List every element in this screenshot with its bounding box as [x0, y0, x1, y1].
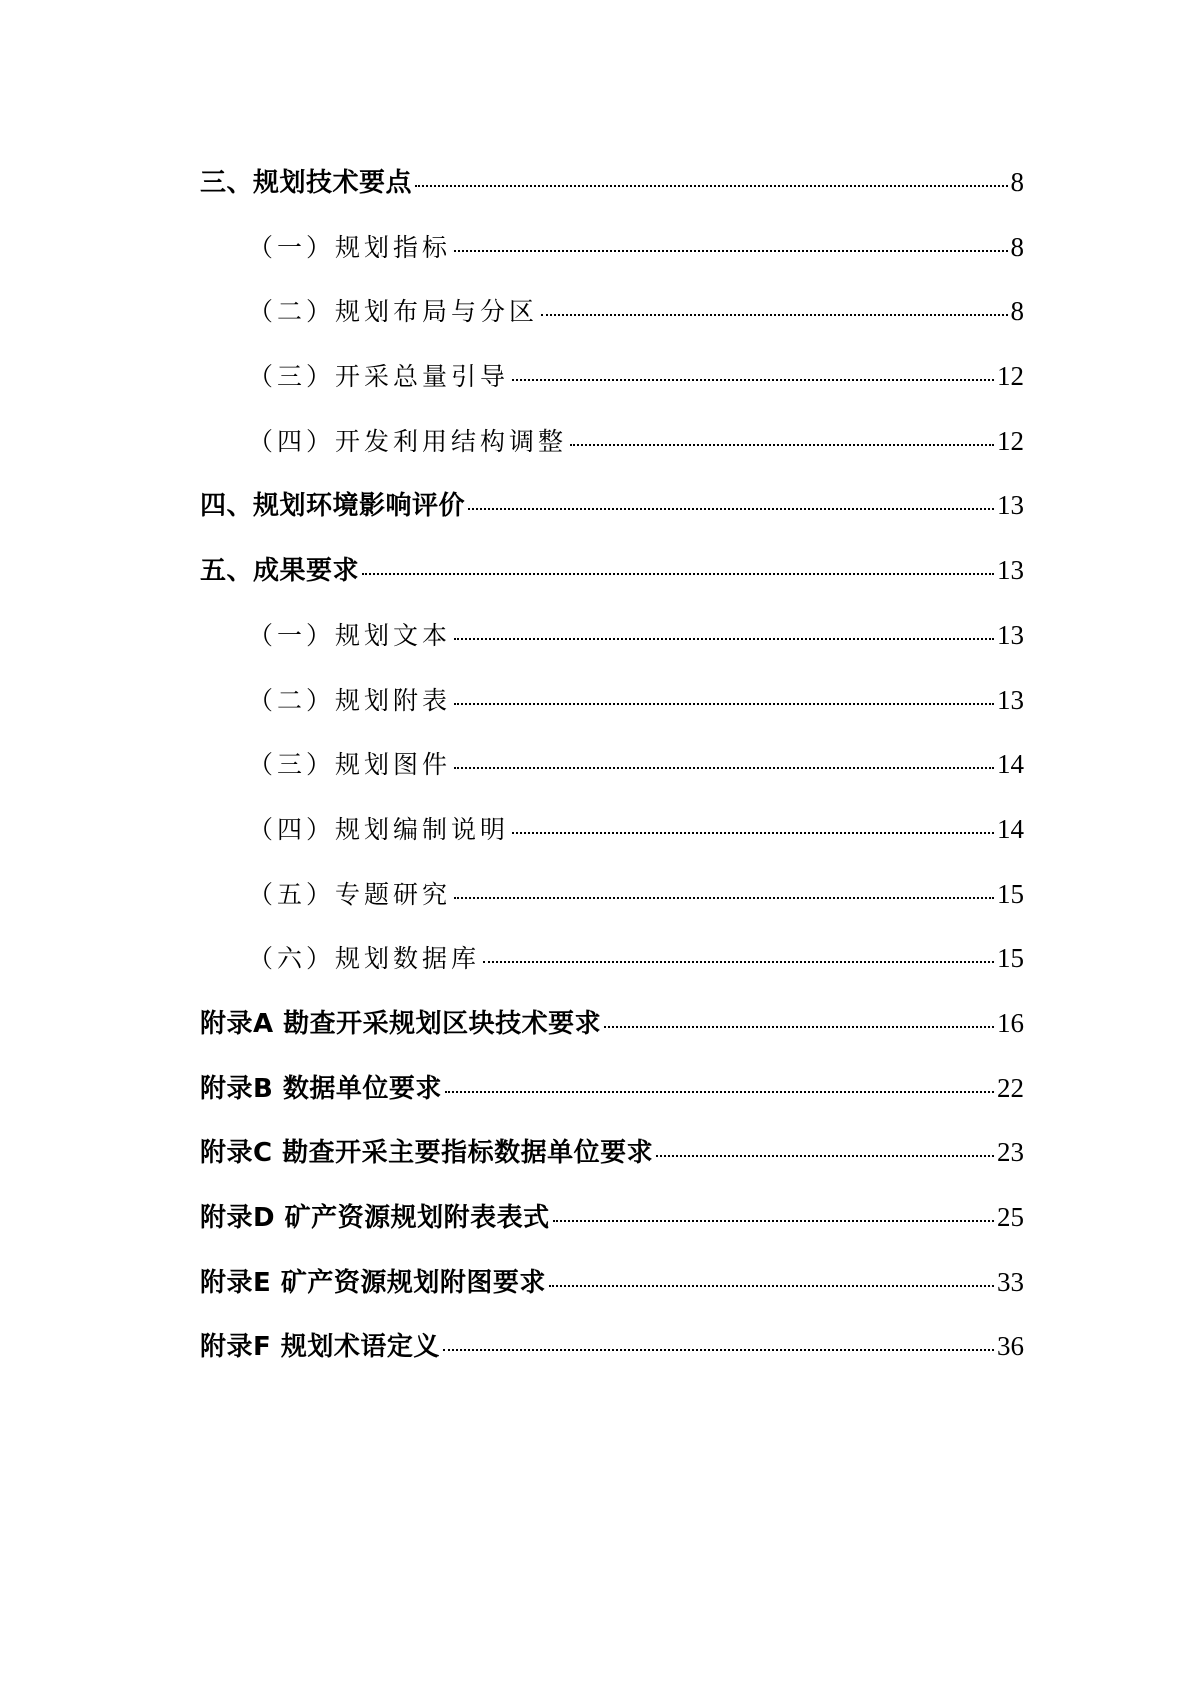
- toc-entry-page-number: 15: [997, 878, 1024, 909]
- toc-entry-label: 附录F 规划术语定义: [200, 1332, 440, 1363]
- dot-leader: [549, 1285, 994, 1287]
- toc-entry[interactable]: [200, 227, 1024, 292]
- toc-entry-label: （三）规划图件: [248, 750, 452, 780]
- toc-entry-label: （四）规划编制说明: [248, 814, 510, 844]
- toc-entry[interactable]: [200, 874, 1024, 939]
- toc-entry-label: （三）开采总量引导: [248, 362, 510, 392]
- toc-entry-label: 附录B 数据单位要求: [200, 1073, 442, 1104]
- toc-entry-label: （二）规划布局与分区: [248, 297, 539, 327]
- dot-leader: [454, 250, 1007, 252]
- toc-entry-page-number: 13: [997, 490, 1024, 521]
- toc-entry-page-number: 15: [997, 943, 1024, 974]
- toc-entry-label: （六）规划数据库: [248, 944, 481, 974]
- dot-leader: [512, 379, 994, 381]
- dot-leader: [541, 314, 1007, 316]
- toc-entry-label: （五）专题研究: [248, 879, 452, 909]
- toc-entry-page-number: 33: [997, 1266, 1024, 1297]
- toc-entry[interactable]: [200, 1197, 1024, 1262]
- toc-entry[interactable]: [200, 1003, 1024, 1068]
- toc-entry-label: （二）规划附表: [248, 685, 452, 715]
- toc-entry[interactable]: [200, 550, 1024, 615]
- toc-entry-page-number: 22: [997, 1072, 1024, 1103]
- dot-leader: [512, 832, 994, 834]
- toc-entry[interactable]: [200, 356, 1024, 421]
- toc-entry-page-number: 13: [997, 684, 1024, 715]
- toc-entry[interactable]: [200, 1326, 1024, 1391]
- toc-entry-label: （四）开发利用结构调整: [248, 426, 568, 456]
- toc-entry[interactable]: [200, 1068, 1024, 1133]
- toc-entry[interactable]: [200, 680, 1024, 745]
- toc-entry-label: 五、成果要求: [200, 556, 360, 587]
- dot-leader: [468, 508, 994, 510]
- toc-entry-page-number: 12: [997, 361, 1024, 392]
- toc-entry[interactable]: [200, 421, 1024, 486]
- dot-leader: [454, 703, 994, 705]
- dot-leader: [362, 573, 994, 575]
- dot-leader: [445, 1091, 994, 1093]
- toc-entry-label: 附录E 矿产资源规划附图要求: [200, 1267, 546, 1298]
- dot-leader: [656, 1155, 994, 1157]
- dot-leader: [415, 185, 1007, 187]
- toc-entry-page-number: 8: [1010, 296, 1024, 327]
- toc-entry-label: 附录C 勘查开采主要指标数据单位要求: [200, 1138, 654, 1169]
- table-of-contents: [200, 162, 1024, 1391]
- toc-entry-label: （一）规划指标: [248, 232, 452, 262]
- toc-entry-page-number: 23: [997, 1137, 1024, 1168]
- toc-entry-label: 四、规划环境影响评价: [200, 491, 466, 522]
- dot-leader: [454, 897, 994, 899]
- toc-entry-label: 附录A 勘查开采规划区块技术要求: [200, 1008, 602, 1039]
- toc-entry[interactable]: [200, 291, 1024, 356]
- toc-entry[interactable]: [200, 809, 1024, 874]
- dot-leader: [604, 1026, 994, 1028]
- toc-entry-page-number: 25: [997, 1202, 1024, 1232]
- toc-entry-page-number: 36: [997, 1331, 1024, 1362]
- toc-entry-page-number: 8: [1010, 167, 1024, 197]
- dot-leader: [570, 444, 994, 446]
- toc-entry[interactable]: [200, 1262, 1024, 1327]
- dot-leader: [454, 638, 994, 640]
- toc-entry[interactable]: [200, 744, 1024, 809]
- toc-entry-page-number: 12: [997, 425, 1024, 456]
- dot-leader: [483, 961, 994, 963]
- toc-entry-page-number: 13: [997, 619, 1024, 650]
- toc-entry-page-number: 13: [997, 555, 1024, 586]
- dot-leader: [454, 767, 994, 769]
- toc-entry[interactable]: [200, 615, 1024, 680]
- toc-entry-label: 附录D 矿产资源规划附表表式: [200, 1203, 550, 1233]
- toc-entry-page-number: 16: [997, 1007, 1024, 1038]
- toc-entry[interactable]: [200, 938, 1024, 1003]
- toc-entry-page-number: 14: [997, 813, 1024, 844]
- toc-entry[interactable]: [200, 485, 1024, 550]
- toc-entry[interactable]: [200, 1132, 1024, 1197]
- toc-entry-label: 三、规划技术要点: [200, 168, 413, 198]
- toc-entry-page-number: 14: [997, 749, 1024, 780]
- dot-leader: [553, 1220, 994, 1222]
- dot-leader: [443, 1349, 994, 1351]
- toc-entry-page-number: 8: [1010, 231, 1024, 262]
- toc-entry-label: （一）规划文本: [248, 620, 452, 650]
- toc-entry[interactable]: [200, 162, 1024, 227]
